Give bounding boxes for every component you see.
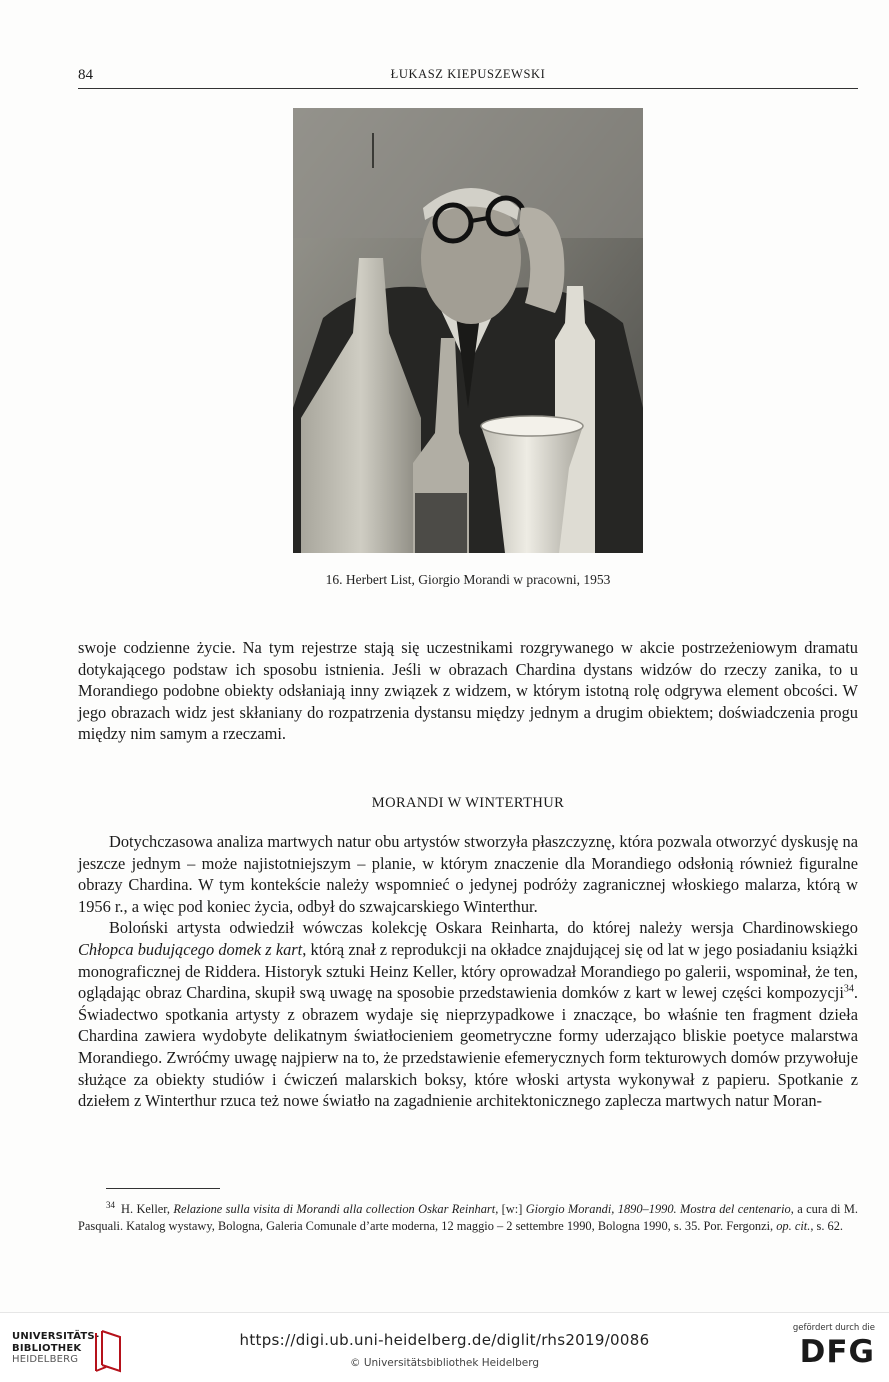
- figure-caption: 16. Herbert List, Giorgio Morandi w pracowni, 1953: [325, 572, 611, 587]
- page-number: 84: [78, 67, 93, 83]
- painting-title: Chłopca budującego domek z kart: [78, 939, 303, 959]
- copyright-notice: © Universitätsbibliothek Heidelberg: [349, 1357, 539, 1369]
- paragraph-winterthur-visit: Boloński artysta odwiedził wówczas kolekcję Oskara Reinharta, do której należy wersja Chardinowskiego Chłopca budującego domek z kart, którą znał z reprodukcji na okładce znajdującej się od lat w jego posiadaniu książki monograficznej de Riddera. Historyk sztuki Heinz Keller, który oprowadzał Morandiego po galerii, wspominał, że ten, oglądając obraz Chardina, skupił swą uwagę na sposobie przedstawienia domków z kart w lewej części kompozycji$^{34}$. Świadectwo spotkania artysty z obrazem wydaje się nieprzypadkowe i znaczące, bo właśnie ten fragment dzieła Chardina zawiera wydobyte delikatnym światłocieniem geometryczne formy uderzająco bliskie poetyce malarstwa Morandiego. Zwróćmy uwagę najpierw na to, że przedstawienie efemerycznych form tekturowych domów przywołuje służące za obiekty studiów i ćwiczeń malarskich boksy, które włoski artysta wykonywał z papieru. Spotkanie z dziełem z Winterthur rzuca też nowe światło na zagadnienie architektonicznego zaplecza martwych natur Moran-: [78, 918, 858, 1111]
- footnote-34: $^{34}$ H. Keller, Relazione sulla visita di Morandi alla collection Oskar Reinhart, [w:] Giorgio Morandi, 1890–1990. Mostra del centenario, a cura di M. Pasquali. Katalog wystawy, Bologna, Galeria Comunale d’arte moderna, 12 maggio – 2 settembre 1990, Bologna 1990, s. 35. Por. Fergonzi, op. cit., s. 62.: [78, 1199, 859, 1233]
- footnote-reference[interactable]: 34: [843, 983, 854, 995]
- paragraph-continuation: swoje codzienne życie. Na tym rejestrze stają się uczestnikami rozgrywanego w akcie postrzeżeniowym dramatu dotykającego podstaw ich sposobu istnienia. Jeśli w obrazach Chardina dystans widzów do rzeczy zanika, to u Morandiego podobne obiekty odsłaniają inny związek z widzem, w którym istotną rolę odgrywa element obcości. W jego obrazach widz jest skłaniany do rozpatrzenia dystansu między jednym a drugim obiektem; doświadczenia progu między nim samym a rzeczami.: [78, 638, 858, 744]
- footnote-number: 34: [106, 1199, 115, 1210]
- running-head: ŁUKASZ KIEPUSZEWSKI: [390, 67, 546, 81]
- viewer-footer: [0, 1312, 889, 1382]
- dfg-logo[interactable]: DFG: [799, 1334, 875, 1370]
- body-text-bottom: [78, 831, 858, 1112]
- figure-photo: [293, 108, 643, 553]
- document-url-link[interactable]: https://digi.ub.uni-heidelberg.de/diglit/rhs2019/0086: [239, 1331, 650, 1349]
- funding-label: gefördert durch die: [792, 1323, 875, 1333]
- footnote-rule: [106, 1188, 220, 1189]
- body-text-top: [78, 637, 858, 745]
- section-heading: MORANDI W WINTERTHUR: [371, 795, 565, 811]
- paragraph-analysis: Dotychczasowa analiza martwych natur obu artystów stworzyła płaszczyznę, która pozwala otworzyć dyskusję na jeszcze jednym – może najistotniejszym – planie, w którym znaczenie dla Morandiego odsłonią również figuralne obrazy Chardina. W tym kontekście należy wspomnieć o jedynej podróży zagranicznej włoskiego malarza, którą w 1956 r., a więc pod koniec życia, odbył do szwajcarskiego Winterthur.: [78, 832, 858, 916]
- library-logo[interactable]: UNIVERSITÄTS- BIBLIOTHEK HEIDELBERG: [12, 1327, 132, 1373]
- page-header: [78, 64, 858, 88]
- header-rule: [78, 88, 858, 89]
- morandi-portrait-image: [293, 108, 643, 553]
